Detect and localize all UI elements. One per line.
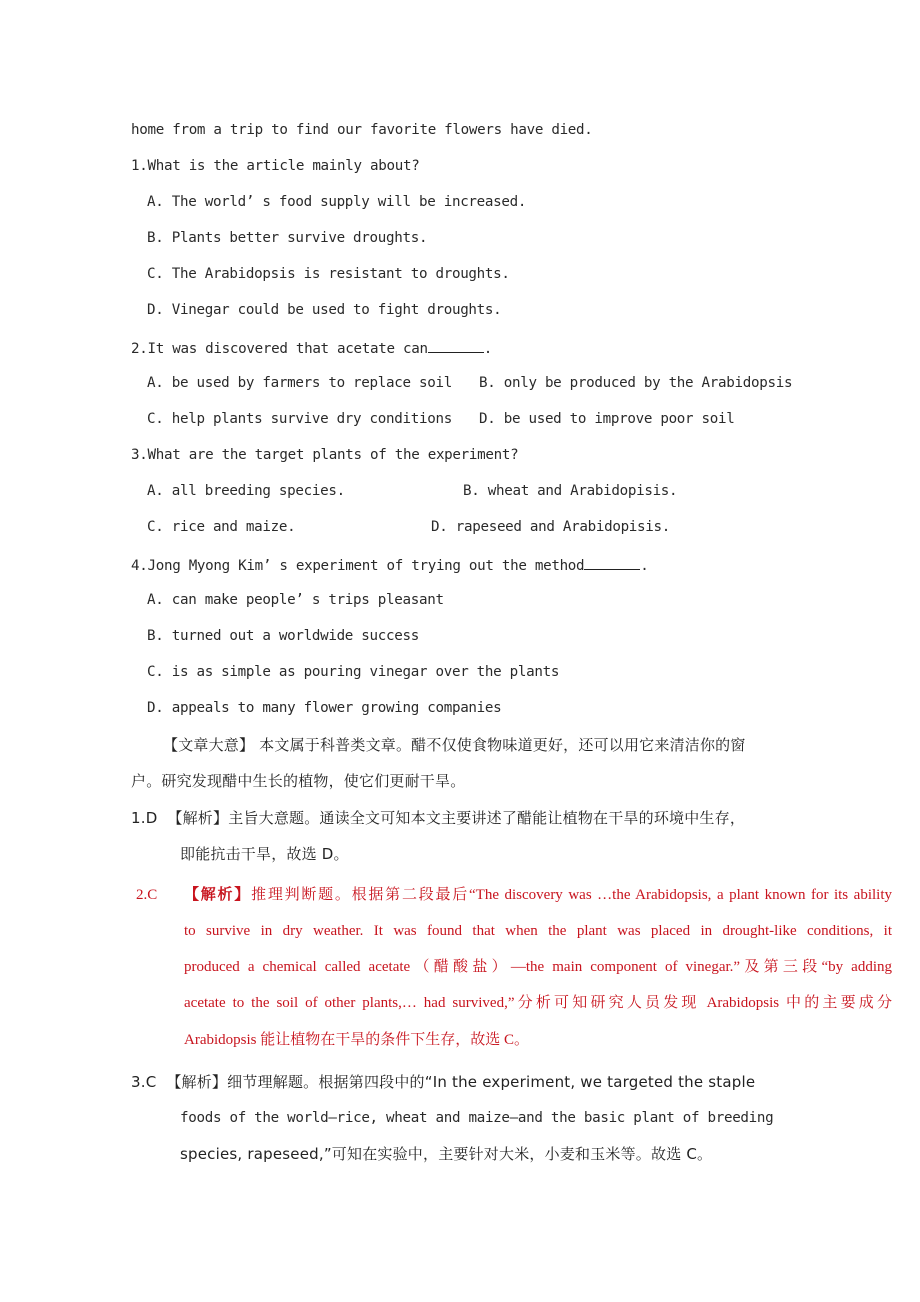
intro-line: home from a trip to find our favorite flowers have died. xyxy=(131,122,593,138)
summary-label: 【文章大意】 xyxy=(163,736,255,754)
option-text: appeals to many flower growing companies xyxy=(171,700,502,716)
option-letter: B. xyxy=(479,375,496,391)
answer-1-line-2: 即能抗击干旱，故选 D。 xyxy=(180,845,349,863)
question-1-option-b xyxy=(147,229,427,247)
answer-3-line-3: species, rapeseed,”可知在实验中，主要针对大米，小麦和玉米等。故选 C。 xyxy=(180,1145,713,1163)
question-number: 4. xyxy=(131,558,148,574)
option-letter: A. xyxy=(147,194,164,210)
option-text: wheat and Arabidopisis. xyxy=(487,483,678,499)
option-letter: C. xyxy=(147,266,164,282)
answer-2-line-2: to survive in dry weather. It was found that when the plant was placed in drought-like conditions, it xyxy=(184,923,892,939)
option-text: The Arabidopsis is resistant to droughts. xyxy=(171,266,510,282)
question-2-option-b xyxy=(479,374,792,392)
answer-key: 3.C xyxy=(131,1073,157,1091)
analysis-label: 【解析】 xyxy=(166,1073,228,1091)
question-3-option-a xyxy=(147,482,345,500)
option-text: be used by farmers to replace soil xyxy=(171,375,452,391)
stem-end: . xyxy=(640,558,649,574)
question-number: 1. xyxy=(131,158,148,174)
question-text: What is the article mainly about? xyxy=(147,158,420,174)
option-letter: D. xyxy=(147,302,164,318)
question-1-option-a xyxy=(147,193,526,211)
summary-line-1 xyxy=(163,736,746,754)
answer-1-line-1 xyxy=(131,809,745,827)
question-number: 3. xyxy=(131,447,148,463)
option-letter: A. xyxy=(147,592,164,608)
question-3-option-c xyxy=(147,518,295,536)
option-letter: B. xyxy=(147,230,164,246)
option-letter: D. xyxy=(431,519,448,535)
question-4-option-d xyxy=(147,699,501,717)
question-3-option-b xyxy=(463,482,677,500)
question-3-stem xyxy=(131,446,518,464)
option-text: is as simple as pouring vinegar over the plants xyxy=(171,664,560,680)
question-4-option-c xyxy=(147,663,559,681)
option-letter: C. xyxy=(147,664,164,680)
option-text: The world’ s food supply will be increased. xyxy=(171,194,527,210)
question-2-option-c xyxy=(147,410,452,428)
analysis-text: 细节理解题。根据第四段中的“In the experiment, we targeted the staple xyxy=(227,1073,756,1091)
option-text: be used to improve poor soil xyxy=(503,411,735,427)
question-2-option-a xyxy=(147,374,452,392)
answer-2-line-4: acetate to the soil of other plants,… had survived,”分析可知研究人员发现 Arabidopsis 中的主要成分 xyxy=(184,995,892,1011)
option-text: all breeding species. xyxy=(171,483,345,499)
analysis-text: 推理判断题。根据第二段最后“The discovery was …the Arabidopsis, a plant known for its ability xyxy=(251,887,892,903)
answer-blank xyxy=(584,555,640,570)
option-text: only be produced by the Arabidopsis xyxy=(503,375,793,391)
summary-text: 本文属于科普类文章。醋不仅使食物味道更好，还可以用它来清洁你的窗 xyxy=(259,736,746,754)
option-text: rice and maize. xyxy=(171,519,296,535)
option-text: can make people’ s trips pleasant xyxy=(171,592,444,608)
option-letter: D. xyxy=(479,411,496,427)
analysis-label: 【解析】 xyxy=(184,887,252,903)
question-text: Jong Myong Kim’ s experiment of trying out the method xyxy=(147,558,585,574)
option-text: Plants better survive droughts. xyxy=(171,230,428,246)
option-letter: A. xyxy=(147,483,164,499)
option-letter: C. xyxy=(147,411,164,427)
answer-2-line-3: produced a chemical called acetate（醋酸盐）—the main component of vinegar.”及第三段“by adding xyxy=(184,959,892,975)
question-1-stem xyxy=(131,157,419,175)
answer-2-line-5: Arabidopsis 能让植物在干旱的条件下生存，故选 C。 xyxy=(184,1032,530,1048)
question-number: 2. xyxy=(131,341,148,357)
analysis-text: 主旨大意题。通读全文可知本文主要讲述了醋能让植物在干旱的环境中生存， xyxy=(228,809,746,827)
question-2-option-d xyxy=(479,410,735,428)
answer-3-line-2: foods of the world—rice, wheat and maize—and the basic plant of breeding xyxy=(180,1110,774,1126)
question-1-option-c xyxy=(147,265,510,283)
answer-2-key: 2.C xyxy=(136,887,158,903)
answer-3-line-1 xyxy=(131,1073,755,1091)
question-text: What are the target plants of the experiment? xyxy=(147,447,519,463)
question-4-option-b xyxy=(147,627,419,645)
option-letter: D. xyxy=(147,700,164,716)
option-text: rapeseed and Arabidopisis. xyxy=(455,519,671,535)
option-letter: C. xyxy=(147,519,164,535)
option-letter: B. xyxy=(147,628,164,644)
question-4-option-a xyxy=(147,591,444,609)
question-text: It was discovered that acetate can xyxy=(147,341,428,357)
option-text: help plants survive dry conditions xyxy=(171,411,452,427)
question-3-option-d xyxy=(431,518,670,536)
answer-2-line-1 xyxy=(184,886,892,904)
stem-end: . xyxy=(483,341,492,357)
analysis-label: 【解析】 xyxy=(167,809,229,827)
summary-line-2: 户。研究发现醋中生长的植物，使它们更耐干旱。 xyxy=(131,772,466,790)
option-text: turned out a worldwide success xyxy=(171,628,419,644)
question-1-option-d xyxy=(147,301,501,319)
option-text: Vinegar could be used to fight droughts. xyxy=(171,302,502,318)
answer-key: 1.D xyxy=(131,809,158,827)
question-4-stem xyxy=(131,555,649,575)
answer-blank xyxy=(428,338,484,353)
option-letter: A. xyxy=(147,375,164,391)
question-2-stem xyxy=(131,338,492,358)
option-letter: B. xyxy=(463,483,480,499)
